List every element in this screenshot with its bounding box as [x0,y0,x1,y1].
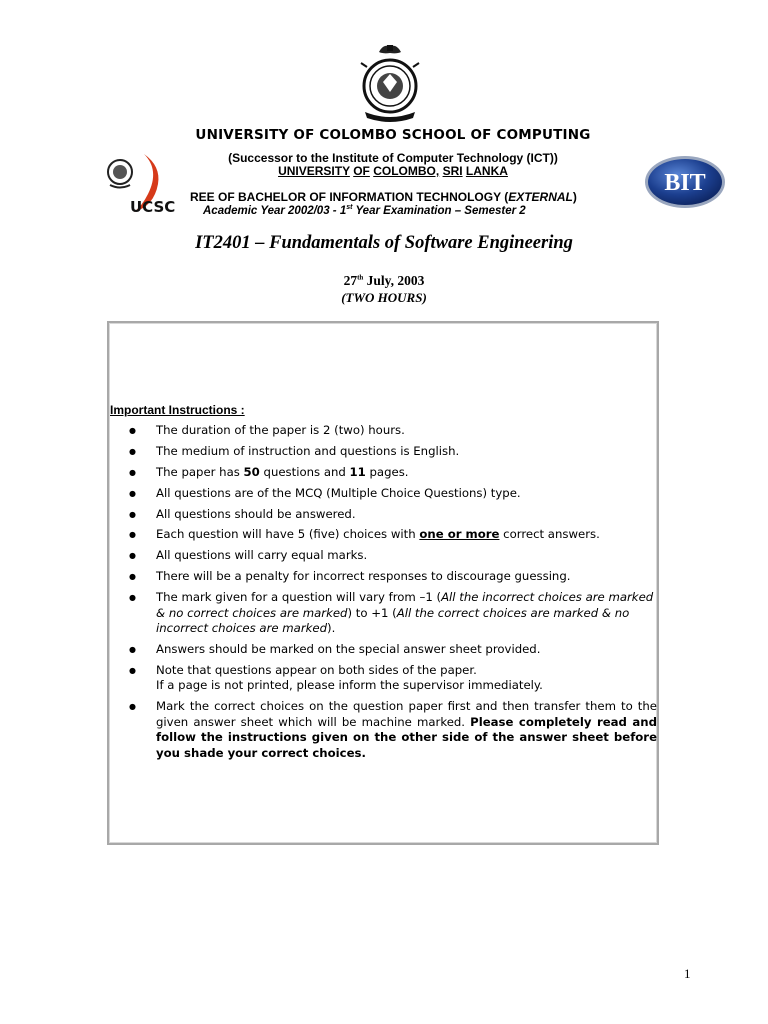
course-title: IT2401 – Fundamentals of Software Engineering [195,233,573,253]
list-item [129,642,659,658]
instruction-text: ). [327,621,336,636]
one-or-more-emphasis: one or more [419,527,500,542]
page-count: 11 [349,464,366,479]
instruction-italic: All the incorrect choices are marked & no correct choices are marked [156,590,654,620]
instruction-text: All questions should be answered. [156,506,356,521]
instruction-text: The duration of the paper is 2 (two) hours. [156,423,405,437]
instruction-text: All questions are of the MCQ (Multiple Choice Questions) type. [156,485,521,500]
academic-prefix: Academic Year 2002/03 - 1 [203,205,347,217]
instruction-text: questions and [259,464,350,479]
instruction-text: The mark given for a question will vary from –1 ( [156,590,442,605]
instruction-text: Mark the correct choices on the question paper first and then transfer them to the given answer sheet which will be machine marked. [156,699,657,729]
degree-prefix: REE OF BACHELOR OF INFORMATION TECHNOLOGY ( [190,190,509,204]
instructions-list [129,423,659,767]
list-item [129,527,659,543]
university-title: UNIVERSITY OF COLOMBO SCHOOL OF COMPUTING [195,127,591,143]
word-university: UNIVERSITY [278,164,350,178]
instruction-text: pages. [365,464,409,479]
word-of: OF [353,164,370,178]
svg-text:UCSC: UCSC [130,198,176,216]
list-item [129,548,659,564]
exam-duration: (TWO HOURS) [341,290,427,305]
instruction-text: Note that questions appear on both sides of the paper. [156,662,477,677]
list-item [129,507,659,523]
degree-external: EXTERNAL [508,190,573,204]
academic-suffix: Year Examination – Semester 2 [352,205,526,217]
academic-sup: st [346,204,353,212]
instruction-text: ) to +1 ( [347,605,397,620]
instruction-text: There will be a penalty for incorrect responses to discourage guessing. [156,569,571,584]
list-item [129,590,659,637]
list-item [129,444,659,460]
list-item [129,486,659,502]
instruction-text: correct answers. [499,527,600,542]
date-sup: th [357,273,364,282]
instruction-bold: Please completely read and follow the instructions given on the other side of the answer sheet before you shade your correct choices. [156,714,657,760]
instructions-heading: Important Instructions : [110,403,245,417]
instruction-text: Each question will have 5 (five) choices with [156,527,420,542]
list-item [129,569,659,585]
page-number: 1 [684,966,691,981]
word-lanka: LANKA [465,164,508,178]
instruction-text: If a page is not printed, please inform the supervisor immediately. [156,678,543,693]
university-crest-icon [357,42,423,126]
instruction-text: All questions will carry equal marks. [156,548,368,563]
instruction-italic: All the correct choices are marked & no incorrect choices are marked [156,605,630,636]
svg-text:BIT: BIT [664,170,706,196]
word-colombo: COLOMBO, [373,164,440,178]
academic-year-line [203,205,526,217]
instruction-text: Answers should be marked on the special answer sheet provided. [156,642,541,657]
list-item [129,465,659,481]
list-item [129,699,659,761]
instruction-text: The medium of instruction and questions is English. [156,443,460,458]
list-item [129,663,659,694]
instruction-text: The paper has [156,464,244,479]
ucsc-logo-icon [104,152,190,218]
degree-line [190,190,577,204]
date-day: 27 [343,273,358,288]
successor-line: (Successor to the Institute of Computer Technology (ICT)) [228,151,558,165]
degree-suffix: ) [572,190,577,204]
question-count: 50 [243,464,260,479]
word-sri: SRI [442,164,463,178]
date-rest: July, 2003 [363,273,425,288]
list-item [129,423,659,439]
exam-date [0,273,768,289]
bit-logo-icon [644,154,726,210]
